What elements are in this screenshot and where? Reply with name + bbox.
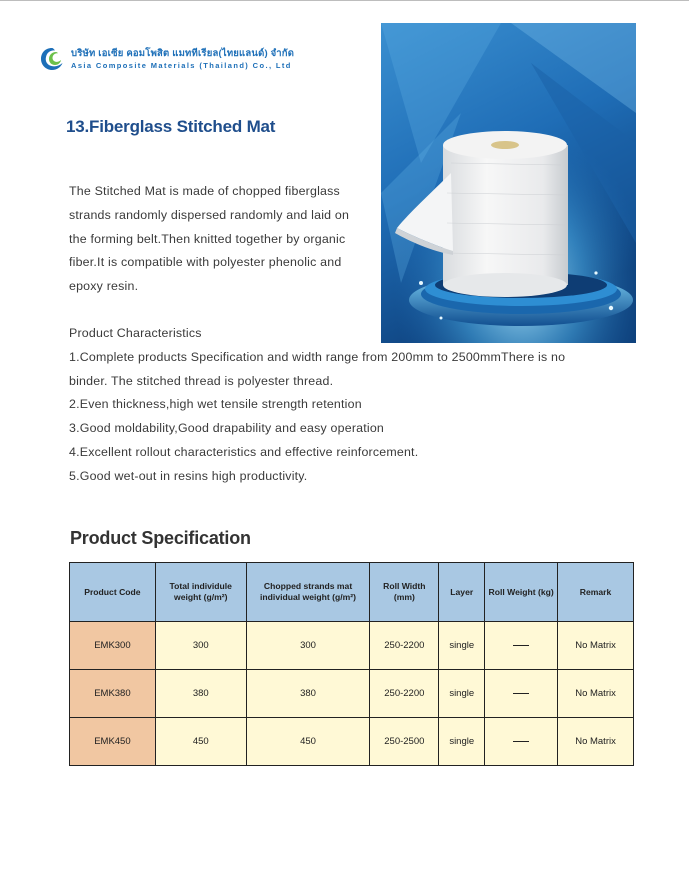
intro-line: the forming belt.Then knitted together by organic	[69, 231, 346, 246]
table-header-row	[70, 563, 634, 622]
characteristic-item: 2.Even thickness,high wet tensile strength retention	[69, 397, 362, 412]
intro-line: The Stitched Mat is made of chopped fiberglass	[69, 184, 340, 198]
company-logo	[38, 44, 294, 74]
characteristic-item: 1.Complete products Specification and width range from 200mm to 2500mmThere is no	[69, 349, 566, 364]
table-cell: 300	[155, 622, 246, 670]
product-code-cell: EMK380	[70, 670, 156, 718]
intro-line: strands randomly dispersed randomly and laid on	[69, 207, 350, 222]
company-name-english: Asia Composite Materials (Thailand) Co., Ltd	[71, 60, 292, 70]
column-header: Chopped strands mat individual weight (g/m²)	[246, 563, 370, 622]
characteristics-heading: Product Characteristics	[69, 326, 202, 340]
spec-heading: Product Specification	[70, 528, 251, 548]
column-header: Remark	[558, 563, 634, 622]
intro-paragraph	[69, 180, 374, 299]
dash-icon	[513, 741, 529, 742]
spec-table	[69, 562, 634, 766]
characteristic-item: 4.Excellent rollout characteristics and effective reinforcement.	[69, 444, 419, 459]
intro-line: fiber.It is compatible with polyester phenolic and	[69, 255, 342, 270]
intro-line: epoxy resin.	[69, 279, 139, 294]
company-logo-icon	[38, 45, 66, 73]
table-cell: 250-2200	[370, 622, 439, 670]
table-cell: 380	[155, 670, 246, 718]
table-row	[70, 670, 634, 718]
dash-icon	[513, 645, 529, 646]
characteristic-item: 5.Good wet-out in resins high productivity.	[69, 468, 308, 483]
company-name-thai: บริษัท เอเซีย คอมโพสิต แมททีเรียล(ไทยแลนด์) จำกัด	[71, 48, 295, 59]
table-cell	[485, 718, 558, 766]
table-cell: No Matrix	[558, 718, 634, 766]
fiberglass-roll-image	[381, 23, 636, 343]
product-characteristics	[69, 322, 669, 489]
table-row	[70, 622, 634, 670]
product-code-cell: EMK450	[70, 718, 156, 766]
column-header: Roll Weight (kg)	[485, 563, 558, 622]
characteristic-item: 3.Good moldability,Good drapability and easy operation	[69, 421, 385, 436]
table-cell: 380	[246, 670, 370, 718]
table-cell: 450	[246, 718, 370, 766]
column-header: Layer	[439, 563, 485, 622]
column-header: Roll Width (mm)	[370, 563, 439, 622]
table-cell: single	[439, 718, 485, 766]
table-row	[70, 718, 634, 766]
top-divider	[0, 0, 689, 1]
column-header: Total individule weight (g/m²)	[155, 563, 246, 622]
dash-icon	[513, 693, 529, 694]
product-code-cell: EMK300	[70, 622, 156, 670]
table-cell: No Matrix	[558, 622, 634, 670]
table-cell: single	[439, 622, 485, 670]
table-cell: 300	[246, 622, 370, 670]
page-title: 13.Fiberglass Stitched Mat	[66, 117, 276, 136]
table-cell: 450	[155, 718, 246, 766]
table-cell: single	[439, 670, 485, 718]
table-cell: 250-2200	[370, 670, 439, 718]
table-cell: No Matrix	[558, 670, 634, 718]
product-photo	[381, 23, 636, 343]
table-cell	[485, 622, 558, 670]
column-header: Product Code	[70, 563, 156, 622]
characteristic-item: binder. The stitched thread is polyester thread.	[69, 373, 334, 388]
table-cell	[485, 670, 558, 718]
table-cell: 250-2500	[370, 718, 439, 766]
